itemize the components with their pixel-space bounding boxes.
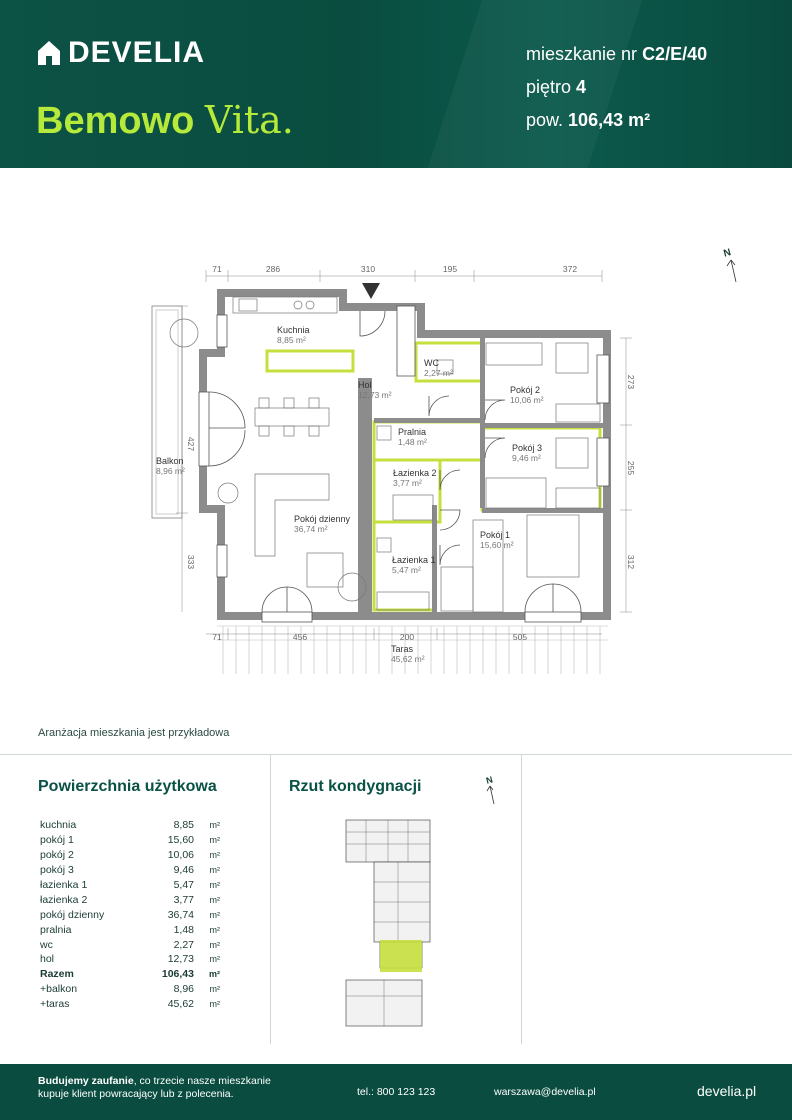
room-dzienny-area: 36,74 m²: [294, 524, 328, 534]
room-taras-name: Taras: [391, 644, 414, 654]
room-pralnia-area: 1,48 m²: [398, 437, 427, 447]
key-plan-north-icon: [485, 774, 494, 804]
dim-top-2: 286: [265, 264, 281, 274]
balcony: [152, 306, 182, 518]
room-wc-name: WC: [424, 358, 439, 368]
dim-bottom-2: 456: [292, 632, 308, 642]
apartment-floor-plan: [0, 168, 792, 708]
room-lazienka1-area: 5,47 m²: [392, 565, 421, 575]
room-balkon-area: 8,96 m²: [156, 466, 185, 476]
room-wc-area: 2,27 m²: [424, 368, 453, 378]
building-key-plan: [340, 770, 510, 1030]
north-arrow-icon: [722, 247, 736, 282]
room-balkon-name: Balkon: [156, 456, 184, 466]
project-name-suffix: Vita.: [204, 98, 294, 142]
dim-right-3: 312: [626, 554, 636, 570]
header: [0, 0, 792, 168]
floor-number: 4: [576, 77, 587, 97]
room-kuchnia-area: 8,85 m²: [277, 335, 306, 345]
footer: [0, 1064, 792, 1120]
area-row: kuchnia 8,85 m²: [40, 819, 220, 832]
dim-top-5: 372: [562, 264, 578, 274]
area-row: wc 2,27 m²: [40, 938, 220, 951]
svg-text:N: N: [484, 774, 494, 786]
room-dzienny-name: Pokój dzienny: [294, 514, 351, 524]
dim-left-2: 333: [186, 554, 196, 570]
project-name: [36, 98, 294, 143]
project-name-main: Bemowo: [36, 100, 195, 142]
dim-left-1: 427: [186, 436, 196, 452]
apartment-number: C2/E/40: [642, 44, 708, 64]
room-taras-area: 45,62 m²: [391, 654, 425, 664]
apartment-area: 106,43 m²: [568, 110, 651, 130]
footer-tagline: Budujemy zaufanie, co trzecie nasze mieszkanie kupuje klient powracający lub z polecenia.: [38, 1075, 271, 1100]
room-hol-area: 12,73 m²: [358, 390, 392, 400]
area-row: pralnia 1,48 m²: [40, 923, 220, 936]
brand-logo: [38, 36, 205, 70]
room-lazienka1-name: Łazienka 1: [392, 555, 436, 565]
area-row: hol 12,73 m²: [40, 953, 220, 966]
footer-phone[interactable]: tel.: 800 123 123: [357, 1086, 436, 1098]
room-pokoj3-name: Pokój 3: [512, 443, 543, 453]
area-row: łazienka 1 5,47 m²: [40, 879, 220, 891]
room-pokoj2-name: Pokój 2: [510, 385, 541, 395]
footer-email[interactable]: warszawa@develia.pl: [494, 1086, 596, 1098]
area-total-row: Razem 106,43 m²: [40, 968, 220, 981]
usable-area-table: [40, 818, 220, 1012]
arrangement-note: Aranżacja mieszkania jest przykładowa: [38, 727, 230, 739]
room-lazienka2-area: 3,77 m²: [393, 478, 422, 488]
dim-top-1: 71: [212, 264, 222, 274]
brand-name: DEVELIA: [68, 36, 206, 69]
room-hol-name: Hol: [358, 380, 372, 390]
house-logo-icon: [38, 41, 60, 65]
dim-right-2: 255: [626, 460, 636, 476]
area-row: pokój 2 10,06 m²: [40, 849, 220, 862]
dim-right-1: 273: [626, 374, 636, 390]
apartment-number-line: mieszkanie nr C2/E/40: [526, 44, 708, 64]
north-label: N: [722, 247, 733, 260]
room-kuchnia-name: Kuchnia: [277, 325, 310, 335]
area-extra-row: +taras 45,62 m²: [40, 998, 220, 1011]
room-pokoj2-area: 10,06 m²: [510, 395, 544, 405]
area-row: pokój dzienny 36,74 m²: [40, 908, 220, 921]
room-pokoj1-name: Pokój 1: [480, 530, 511, 540]
column-divider-2: [521, 754, 522, 1044]
dim-top-4: 195: [442, 264, 458, 274]
room-lazienka2-name: Łazienka 2: [393, 468, 437, 478]
room-pokoj3-area: 9,46 m²: [512, 453, 541, 463]
column-divider-1: [270, 754, 271, 1044]
area-extra-row: +balkon 8,96 m²: [40, 983, 220, 996]
area-row: pokój 3 9,46 m²: [40, 864, 220, 877]
floor-line: piętro 4: [526, 77, 587, 97]
room-pralnia-name: Pralnia: [398, 427, 427, 437]
apartment-info: [526, 38, 707, 137]
tagline-bold: Budujemy zaufanie: [38, 1075, 134, 1087]
entrance-marker-icon: [362, 283, 380, 299]
section-divider: [0, 754, 792, 755]
floor-plan-title: Rzut kondygnacji: [289, 778, 422, 795]
room-pokoj1-area: 15,60 m²: [480, 540, 514, 550]
area-row: pokój 1 15,60 m²: [40, 834, 220, 847]
dim-top-3: 310: [360, 264, 376, 274]
footer-website[interactable]: develia.pl: [697, 1083, 757, 1099]
usable-area-title: Powierzchnia użytkowa: [38, 778, 217, 795]
key-plan-apartment-highlight: [380, 940, 422, 972]
area-row: łazienka 2 3,77 m²: [40, 893, 220, 906]
dim-bottom-4: 505: [512, 632, 528, 642]
dim-bottom-3: 200: [399, 632, 415, 642]
area-line: pow. 106,43 m²: [526, 110, 651, 130]
dim-bottom-1: 71: [212, 632, 222, 642]
